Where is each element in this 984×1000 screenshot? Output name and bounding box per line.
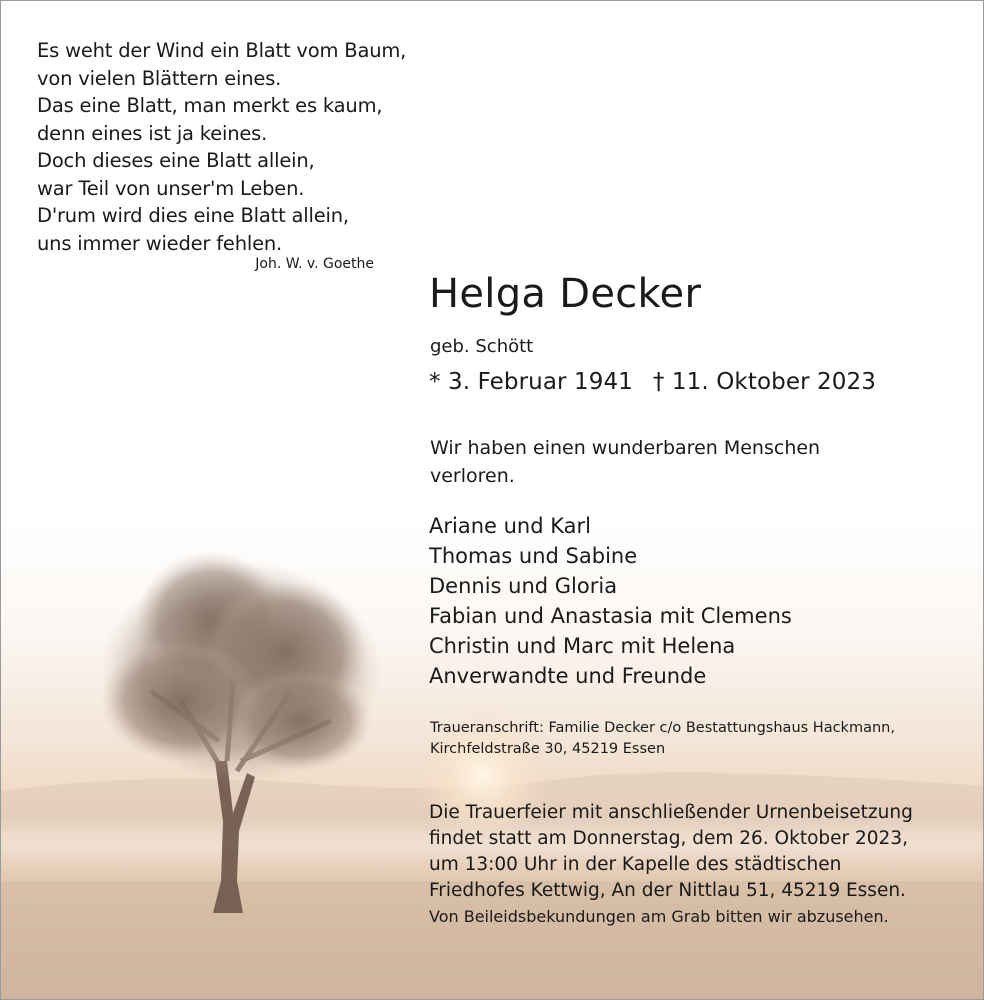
funeral-line: um 13:00 Uhr in der Kapelle des städtischen	[429, 854, 842, 875]
poem-line: Doch dieses eine Blatt allein,	[37, 149, 315, 172]
deceased-name: Helga Decker	[429, 271, 702, 317]
funeral-line: Die Trauerfeier mit anschließender Urnenbeisetzung	[429, 802, 913, 823]
poem-line: Es weht der Wind ein Blatt vom Baum,	[37, 39, 407, 62]
mourner-entry: Ariane und Karl	[429, 514, 591, 538]
mourners-list	[429, 511, 792, 691]
address-line: Kirchfeldstraße 30, 45219 Essen	[430, 740, 666, 757]
mourner-entry: Anverwandte und Freunde	[429, 664, 707, 688]
poem-line: uns immer wieder fehlen.	[37, 231, 283, 255]
life-dates	[429, 369, 876, 395]
poem-line: D'rum wird dies eine Blatt allein,	[37, 204, 349, 227]
poem-author: Joh. W. v. Goethe	[255, 256, 374, 272]
farewell-message	[430, 434, 890, 490]
funeral-line: findet statt am Donnerstag, dem 26. Oktober 2023,	[429, 828, 908, 849]
message-line: Wir haben einen wunderbaren Menschen	[430, 437, 821, 459]
condolence-note: Von Beileidsbekundungen am Grab bitten wir abzusehen.	[429, 907, 889, 926]
funeral-details	[429, 800, 913, 930]
birth-date: * 3. Februar 1941	[429, 369, 633, 395]
mourning-address	[430, 718, 895, 759]
poem	[37, 37, 406, 257]
mourner-entry: Thomas und Sabine	[429, 544, 638, 568]
death-date: † 11. Oktober 2023	[652, 369, 876, 395]
funeral-line: Friedhofes Kettwig, An der Nittlau 51, 45219 Essen.	[429, 880, 906, 901]
poem-line: war Teil von unser'm Leben.	[37, 176, 305, 200]
mourner-entry: Fabian und Anastasia mit Clemens	[429, 604, 792, 628]
message-line: verloren.	[430, 465, 515, 487]
mourner-entry: Dennis und Gloria	[429, 574, 618, 598]
poem-line: Das eine Blatt, man merkt es kaum,	[37, 94, 383, 117]
address-line: Traueranschrift: Familie Decker c/o Bestattungshaus Hackmann,	[430, 720, 895, 736]
poem-line: von vielen Blättern eines.	[37, 66, 282, 90]
mourner-entry: Christin und Marc mit Helena	[429, 634, 736, 658]
birth-name: geb. Schött	[430, 336, 534, 357]
poem-line: denn eines ist ja keines.	[37, 121, 268, 145]
